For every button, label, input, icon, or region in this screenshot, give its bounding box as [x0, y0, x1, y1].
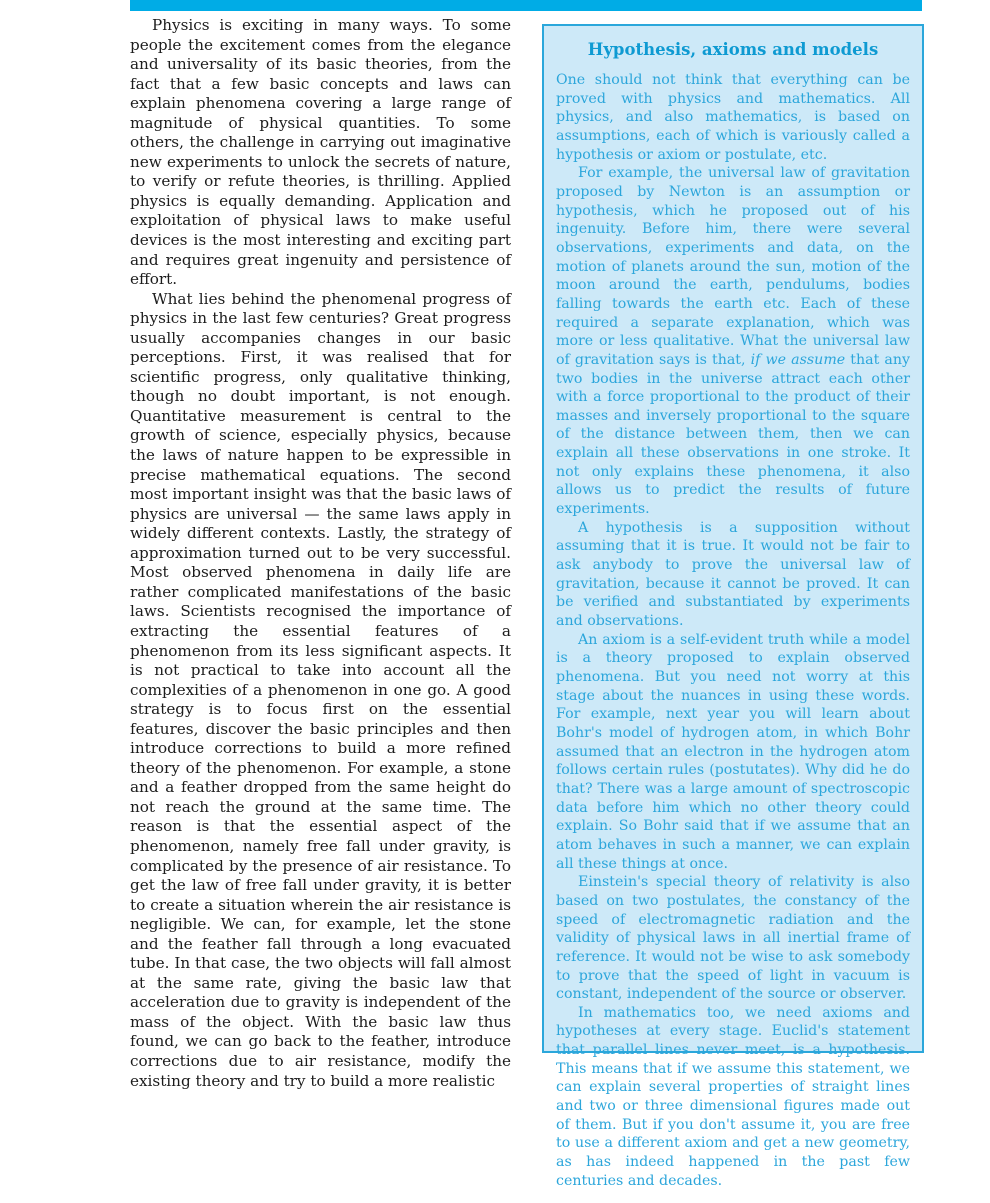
box-paragraph-segment: that any two bodies in the universe attract each other with a force proportional to the product of their masses and inversely proportional to the square of the distance between them, then we can explain all these observations in one stroke. It not only explains these phenomena, it also allows us to predict the results of future experiments.: [556, 351, 910, 518]
box-paragraph-segment: For example, the universal law of gravitation proposed by Newton is an assumption or hypothesis, which he proposed out of his ingenuity. Before him, there were several observations, experiments and data, on the motion of planets around the sun, motion of the moon around the earth, pendulums, bodies falling towards the earth etc. Each of these required a separate explanation, which was more or less qualitative. What the universal law of gravitation says is that,: [556, 165, 910, 368]
box-paragraph: An axiom is a self-evident truth while a model is a theory proposed to explain observed phenomena. But you need not worry at this stage about the nuances in using these words. For example, next year you will learn about Bohr's model of hydrogen atom, in which Bohr assumed that an electron in the hydrogen atom follows certain rules (postutates). Why did he do that? There was a large amount of spectroscopic data before him which no other theory could explain. So Bohr said that if we assume that an atom behaves in such a manner, we can explain all these things at once.: [556, 631, 910, 872]
body-paragraph: Physics is exciting in many ways. To some people the excitement comes from the elegance and universality of its basic theories, from the fact that a few basic concepts and laws can explain phenomena covering a large range of magnitude of physical quantities. To some others, the challenge in carrying out imaginative new experiments to unlock the secrets of nature, to verify or refute theories, is thrilling. Applied physics is equally demanding. Application and exploitation of physical laws to make useful devices is the most interesting and exciting part and requires great ingenuity and persistence of effort.: [130, 16, 511, 289]
box-paragraph: One should not think that everything can be proved with physics and mathematics. All physics, and also mathematics, is based on assumptions, each of which is variously called a hypothesis or axiom or postulate, etc.: [556, 72, 910, 163]
box-paragraph: In mathematics too, we need axioms and hypotheses at every stage. Euclid's statement that parallel lines never meet, is a hypothesis. This means that if we assume this statement, we can explain several properties of straight lines and two or three dimensional figures made out of them. But if you don't assume it, you are free to use a different axiom and get a new geometry, as has indeed happened in the past few centuries and decades.: [556, 1004, 910, 1189]
box-paragraph: Einstein's special theory of relativity is also based on two postulates, the constancy of the speed of electromagnetic radiation and the validity of physical laws in all inertial frame of reference. It would not be wise to ask somebody to prove that the speed of light in vacuum is constant, independent of the source or observer.: [556, 874, 910, 1003]
hypothesis-sidebar-box: [542, 24, 924, 1189]
main-text-column: [130, 16, 511, 1091]
italic-phrase: if we assume: [750, 351, 846, 368]
box-paragraph: [556, 164, 910, 518]
box-paragraph: A hypothesis is a supposition without assuming that it is true. It would not be fair to ask anybody to prove the universal law of gravitation, because it cannot be proved. It can be verified and substantiated by experiments and observations.: [556, 519, 910, 630]
box-title: Hypothesis, axioms and models: [587, 40, 879, 59]
top-accent-bar: [130, 0, 922, 11]
body-paragraph: What lies behind the phenomenal progress of physics in the last few centuries? Great progress usually accompanies changes in our basic perceptions. First, it was realised that for scientific progress, only qualitative thinking, though no doubt important, is not enough. Quantitative measurement is central to the growth of science, especially physics, because the laws of nature happen to be expressible in precise mathematical equations. The second most important insight was that the basic laws of physics are universal — the same laws apply in widely different contexts. Lastly, the strategy of approximation turned out to be very successful. Most observed phenomena in daily life are rather complicated manifestations of the basic laws. Scientists recognised the importance of extracting the essential features of a phenomenon from its less significant aspects. It is not practical to take into account all the complexities of a phenomenon in one go. A good strategy is to focus first on the essential features, discover the basic principles and then introduce corrections to build a more refined theory of the phenomenon. For example, a stone and a feather dropped from the same height do not reach the ground at the same time. The reason is that the essential aspect of the phenomenon, namely free fall under gravity, is complicated by the presence of air resistance. To get the law of free fall under gravity, it is better to create a situation wherein the air resistance is negligible. We can, for example, let the stone and the feather fall through a long evacuated tube. In that case, the two objects will fall almost at the same rate, giving the basic law that acceleration due to gravity is independent of the mass of the object. With the basic law thus found, we can go back to the feather, introduce corrections due to air resistance, modify the existing theory and try to build a more realistic: [130, 289, 511, 1090]
